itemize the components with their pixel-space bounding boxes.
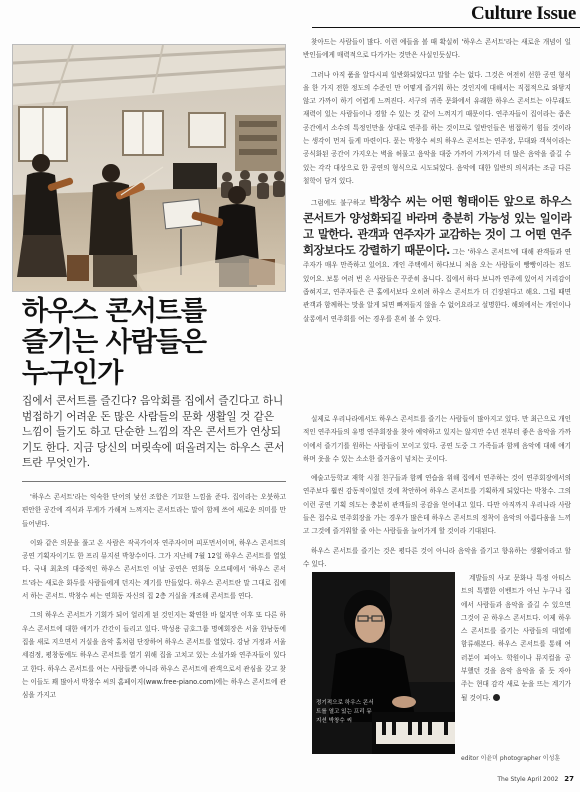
credit-line: editor 이윤미 photographer 이성훈	[461, 755, 561, 762]
headline-line: 즐기는 사람들은	[22, 327, 206, 358]
photo-caption: 정기적으로 하우스 콘서트를 열고 있는 프리 뮤지션 박창수 씨	[316, 700, 374, 724]
quote-lead-in: 그럼에도 불구하고	[311, 199, 366, 208]
closing-text: 계발들의 사교 문화나 특정 아티스트의 특별한 이벤트가 아닌 누구나 집에서 사람들과 음악을 즐길 수 있으면 그것이 곧 하우스 콘서트다. 이제 하우스 콘서트를 즐기는 사람들의 대열에 함류해본다. 하우스 콘서트를 통해 여러분이 피아노 학원이나 뮤지컬을 공부했던 것을 음악 음악을 줄 듯 자아 주는 현대 감각 새로 눈을 뜨는 계기가 될 것이다.	[461, 574, 571, 702]
rehearsal-photo	[12, 44, 286, 292]
pull-quote: 박창수 씨는 어떤 형태이든 앞으로 하우스 콘서트가 양성화되길 바라며 충분히 가능성 있는 일이라고 말한다. 관객과 연주자가 교감하는 것이 그 어떤 연주회장보다도 강렬하기 때문이다.	[303, 194, 571, 258]
headline-line: 누구인가	[22, 358, 123, 389]
end-mark-icon	[493, 694, 500, 701]
magazine-issue: The Style April 2002	[497, 776, 559, 783]
body-paragraph: 찾아드는 사람들이 많다. 이런 예들을 볼 때 확실히 '하우스 콘서트'라는 새로운 개념이 일반인들에게 매력적으로 다가가는 것만은 사실인듯싶다.	[303, 38, 571, 60]
body-paragraph	[461, 572, 571, 705]
body-paragraph: 그의 하우스 콘서트가 기회가 되어 얼리게 된 것인지는 확연한 바 없지만 이후 또 다른 하우스 콘서트에 대한 얘기가 간간이 들리고 있다. 박성용 금호그룹 명예회장은 서울 한남동에 집을 새로 지으면서 거실을 음악 홀처럼 단장하여 하우스 콘서트를 열었다. 강남 거정과 서울 세검정, 평창동에도 하우스 콘서트를 열기 위해 집을 고치고 있는 소설가와 연주자들이 있다고 한다. 하우스 콘서트를 여는 사람들뿐 아니라 하우스 콘서트에 관객으로서 관심을 갖고 찾는 이들도 꽤 많아서 박창수 씨의 홈페이지(www.free-piano.com)에는 하우스 콘서트에 관심을 가지고	[22, 611, 286, 700]
article-lead: 집에서 콘서트를 즐긴다? 음악회를 집에서 즐긴다고 하니 범접하기 어려운 돈 많은 사람들의 문화 생활일 것 같은 느낌이 들기도 하고 단순한 느낌의 작은 콘서트가 연상되기도 한다. 지금 당신의 머릿속에 떠올려지는 하우스 콘서트란 무엇인가.	[22, 395, 285, 469]
page-number: 27	[564, 775, 574, 783]
body-column-right	[303, 36, 571, 332]
headline-line: 하우스 콘서트를	[22, 296, 206, 327]
quote-continuation: 그는 '하우스 콘서트'에 대해 관객들과 연주자가 매우 만족하고 있어요. 개인 주택에서 하다보니 처음 오는 사람들이 빵빵이라는 점도 있어요. 보통 여러 번 온 사람들은 꾸준히 옵니다. 집에서 하다 보니까 연주에 있어서 거리감이 좁혀지고, 연주자들은 큰 홀에서보다 오히려 하우스 콘서트가 더 긴장된다고 해요. 그럴 때면 관객과 함께하는 맛을 알게 되면 빠져들지 않을 수 없어요라고 설명한다. 해외에서는 개인이나 살롱에서 연주회를 여는 경우를 흔히 볼 수 있다.	[303, 248, 571, 323]
page-footer	[497, 775, 574, 783]
body-paragraph: 이와 같은 의문을 풀고 온 사람은 작곡가이자 연주자이며 피포먼서이며, 하우스 콘서트의 공연 기획자이기도 한 프리 뮤지션 박창수이다. 그가 지난해 7월 12일 하우스 콘서트를 열었다. 국내 최초의 대중적인 하우스 콘서트인 이날 공연은 연희동 오르테에서 '하우스 콘서트'라는 새로운 화두를 사람들에게 던지는 계기를 만들었다. 하우스 콘서트란 말 그대로 집에서 하는 콘서트. 박창수 씨는 연희동 자신의 집 2층 거실을 개조해 콘서트를 연다.	[22, 538, 286, 601]
lead-divider	[22, 481, 286, 482]
body-paragraph: 그러나 아직 품을 알다시피 일반화되었다고 말할 수는 없다. 그것은 여전히 선한 공연 형식을 한 가지 전한 정도의 수준인 만 어떻게 즐거워 하는 것인지에 대해서는 직접적으로 와닿지 않고 가까이 하기 어렵게 느껴진다. 서구의 귀족 문화에서 유래한 하우스 콘서트는 아무래도 재력이 있는 사람들이나 경할 수 있는 것 같이 느껴지기 때문이다. 연주자들이 집이라는 좁은 공간에서 소수의 특정인만을 상대로 연주를 하는 것이므로 일반인들은 범접하기 힘들 것이라는 생각이 먼저 들게 마련이다. 묻는 박창수 씨의 하우스 콘서트는 연주장, 무대와 객석이라는 공식화된 공간이 가지오는 벽을 허물고 음악을 대중 가까이 가져가서 더 많은 음악을 즐길 수 있는 각각 대상으로 한 공연의 형식으로 시도되었다. 음악에 대한 일반의 의식과는 조금 다른 철학이 담겨 있다.	[303, 70, 571, 185]
rehearsal-illustration	[13, 45, 285, 291]
body-paragraph: '하우스 콘서트'라는 익숙한 단어의 낯선 조합은 기묘한 느낌을 준다. 집이라는 오붓하고 편안한 공간에 격식과 무게가 가해져 느껴지는 콘서트라는 말이 함께 쓰여 새로운 의미를 만들어낸다.	[22, 493, 286, 528]
article-headline	[22, 296, 287, 389]
body-column-narrow	[461, 572, 571, 711]
body-column-right-lower	[303, 413, 571, 571]
pianist-photo	[312, 572, 455, 754]
body-column-left	[22, 491, 286, 708]
body-paragraph: 하우스 콘서트를 즐기는 것은 평다른 것이 아니라 음악을 즐기고 향유하는 생활이라고 할 수 있다.	[303, 546, 571, 568]
body-paragraph: 실제로 우리나라에서도 하우스 콘서트를 즐기는 사람들이 많아지고 있다. 만 최근으로 개인적인 연주자들의 유명 연주회장을 찾아 예약하고 있지는 않지만 수년 전부터 좋은 음악을 가까이에서 즐기기를 원하는 사람들이 모이고 있다. 공연 도중 그 가족들과 함께 음악에 대해 얘기하며 웃을 수 있는 소소한 즐거움이 넘치는 곳이다.	[303, 415, 571, 463]
section-header	[312, 0, 580, 30]
header-rule	[312, 27, 580, 28]
pianist-illustration	[312, 572, 455, 754]
body-paragraph: 예술고등학교 재학 시절 친구들과 함께 연습을 위해 집에서 연주하는 것이 연주회장에서의 연주보다 훨씬 감동적이었던 것에 착안하여 하우스 콘서트를 기획하게 되었다는 박창수. 그의 이런 공연 기획 의도는 충분히 관객들의 공감을 얻어내고 있다. 다만 아직까지 우리나라 사람들은 접수로 연주회장을 가는 경우가 많은데 하우스 콘서트의 정착이 음악의 아름다움을 느끼고 그것에 즐거워할 줄 아는 사람들을 늘어가게 할 것이라 기대된다.	[303, 474, 571, 536]
body-paragraph	[303, 194, 571, 326]
section-title: Culture Issue	[470, 3, 576, 24]
